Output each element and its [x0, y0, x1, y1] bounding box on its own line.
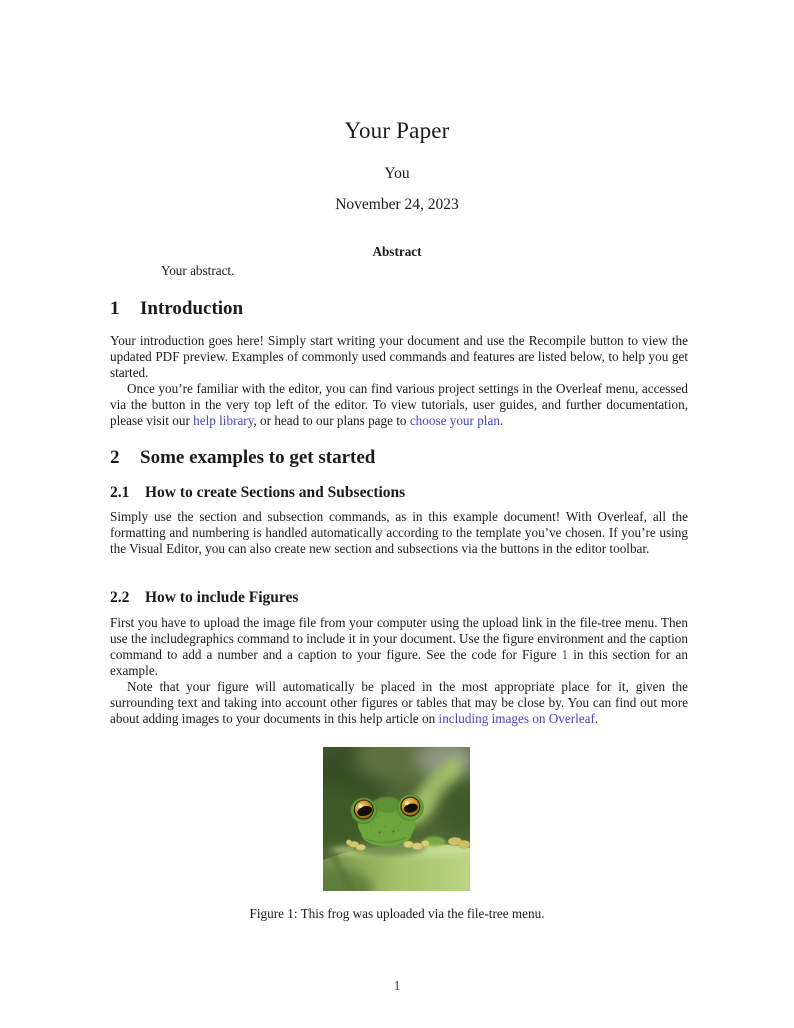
- figure-1: [323, 747, 470, 891]
- figure-1-ref-link[interactable]: 1: [561, 647, 569, 662]
- including-images-link[interactable]: including images on Overleaf: [438, 711, 595, 726]
- choose-your-plan-link[interactable]: choose your plan: [409, 413, 500, 428]
- intro-paragraph-2: [110, 381, 688, 429]
- abstract-heading: Abstract: [372, 244, 422, 259]
- subsection-2-2-paragraphs: [110, 615, 688, 727]
- page-number: 1: [393, 978, 401, 993]
- paper-title: Your Paper: [344, 118, 450, 143]
- subsection-2-2-heading: [110, 589, 298, 607]
- section-2-title: Some examples to get started: [140, 447, 376, 468]
- figures-p1-text-1: First you have to upload the image file from your computer using the upload link in the file-tree menu. Then use the includegraphics command to include it in your document. Use the figure environment and the caption command to add a number and a caption to your figure. See the code for Figure: [110, 615, 688, 662]
- frog-image: [323, 747, 470, 891]
- help-library-link[interactable]: help library: [193, 413, 254, 428]
- figures-paragraph-1: [110, 615, 688, 679]
- introduction-paragraphs: [110, 333, 688, 429]
- section-1-number: 1: [110, 298, 120, 319]
- subsection-2-1-number: 2.1: [110, 484, 130, 501]
- subsection-2-1-paragraphs: [110, 509, 688, 557]
- intro-paragraph-1: Your introduction goes here! Simply start writing your document and use the Recompile button to view the updated PDF preview. Examples of commonly used commands and features are listed below, to help you get started.: [110, 333, 688, 380]
- subsection-2-1-paragraph: Simply use the section and subsection commands, as in this example document! With Overleaf, all the formatting and numbering is handled automatically according to the template you’ve chosen. If you’re using the Visual Editor, you can also create new section and subsections via the buttons in the editor toolbar.: [110, 509, 688, 556]
- subsection-2-2-number: 2.2: [110, 589, 130, 606]
- section-1-heading: [110, 298, 243, 320]
- subsection-2-2-title: How to include Figures: [145, 589, 299, 606]
- subsection-2-1-heading: [110, 484, 405, 502]
- figures-p1-text-2: in this section for an example.: [110, 647, 689, 678]
- abstract-text: Your abstract.: [161, 263, 235, 278]
- intro-p2-text-1: Once you’re familiar with the editor, you can find various project settings in the Overleaf menu, accessed via the button in the very top left of the editor. To view tutorials, user guides, and further documentation, please visit our: [110, 381, 688, 428]
- intro-p2-text-3: .: [499, 413, 504, 428]
- paper-date: November 24, 2023: [335, 196, 459, 213]
- figure-1-caption: Figure 1: This frog was uploaded via the file-tree menu.: [249, 906, 545, 921]
- section-1-title: Introduction: [140, 298, 244, 319]
- paper-author: You: [384, 165, 410, 182]
- figures-p2-text-2: .: [594, 711, 599, 726]
- subsection-2-1-title: How to create Sections and Subsections: [145, 484, 406, 501]
- section-2-heading: [110, 447, 375, 469]
- figures-paragraph-2: [110, 679, 688, 727]
- section-2-number: 2: [110, 447, 120, 468]
- figures-p2-text-1: Note that your figure will automatically be placed in the most appropriate place for it, given the surrounding text and taking into account other figures or tables that may be close by. You can find out more about adding images to your documents in this help article on: [110, 679, 688, 726]
- intro-p2-text-2: , or head to our plans page to: [253, 413, 410, 428]
